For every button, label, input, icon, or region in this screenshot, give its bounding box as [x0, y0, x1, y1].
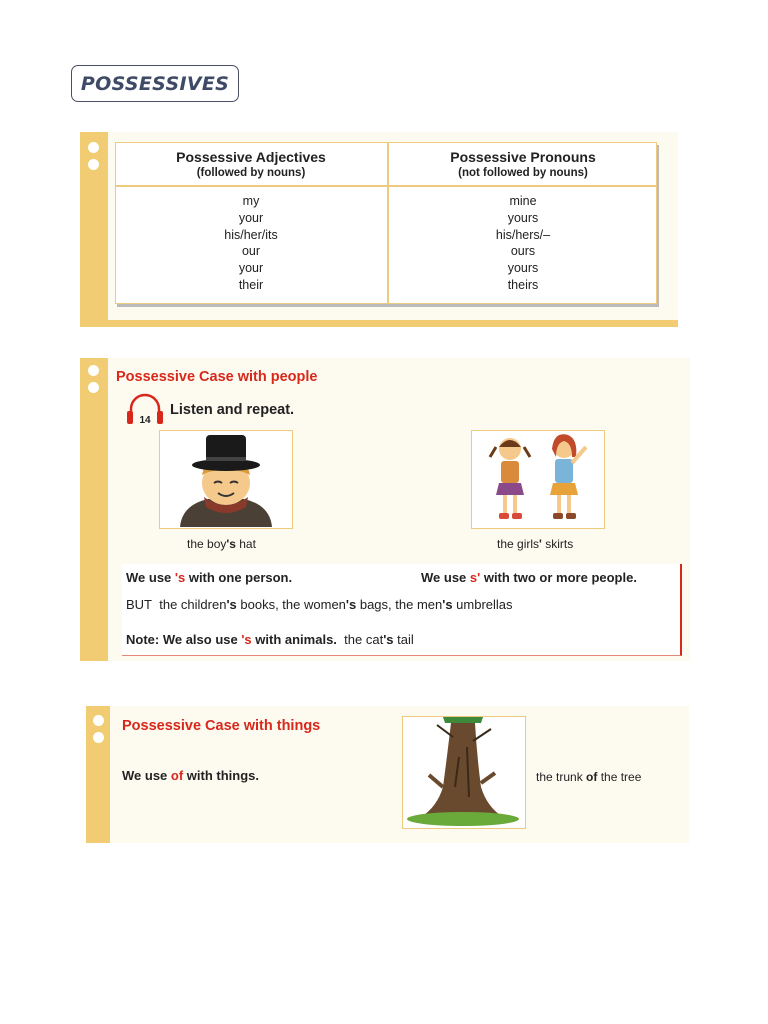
list-item: mine	[509, 194, 537, 208]
binder-hole	[88, 159, 99, 170]
page-title: POSSESSIVES	[80, 72, 230, 95]
adjectives-list	[116, 193, 386, 294]
boy-picture	[159, 430, 293, 529]
rule-one-person: We use 's with one person.	[126, 570, 293, 585]
list-item: their	[238, 277, 264, 292]
binder-hole	[88, 382, 99, 393]
binder-hole	[93, 732, 104, 743]
track-number: 14	[139, 415, 151, 426]
people-section-card	[80, 358, 690, 661]
pronouns-header: Possessive Pronouns (not followed by nouns)	[450, 149, 596, 179]
list-item: my	[242, 194, 260, 208]
list-item: your	[238, 210, 264, 225]
adjectives-header: Possessive Adjectives (followed by nouns)	[176, 149, 326, 179]
rule-things: We use of with things.	[122, 768, 259, 783]
binder-hole	[93, 715, 104, 726]
possessives-table-card	[80, 132, 678, 327]
card-bottom-strip	[80, 320, 678, 327]
girls-picture	[471, 430, 605, 529]
binder-spine	[86, 706, 110, 843]
girls-caption: the girls' skirts	[497, 537, 574, 551]
binder-hole	[88, 365, 99, 376]
binder-hole	[88, 142, 99, 153]
boy-caption: the boy's hat	[187, 537, 256, 551]
list-item: our	[241, 244, 261, 259]
tree-trunk-illustration	[403, 717, 524, 827]
things-section-title: Possessive Case with things	[122, 718, 321, 734]
list-item: yours	[507, 210, 539, 225]
list-item: ours	[510, 244, 536, 259]
pronouns-list	[388, 193, 658, 294]
two-girls-illustration	[472, 431, 603, 527]
tree-example: the trunk of the tree	[536, 770, 642, 784]
list-item: his/her/its	[224, 227, 278, 242]
list-item: yours	[507, 261, 539, 276]
page-title-box	[71, 65, 239, 102]
rule-two-or-more-people: We use s' with two or more people.	[421, 570, 637, 585]
note-animals: Note: We also use 's with animals. the cat's tail	[126, 632, 414, 647]
but-examples: BUT the children's books, the women's bags, the men's umbrellas	[126, 597, 513, 612]
tree-picture	[402, 716, 526, 829]
binder-spine	[80, 132, 108, 327]
possessives-table	[115, 142, 657, 304]
headphones-icon	[126, 392, 164, 426]
list-item: his/hers/–	[495, 227, 551, 242]
binder-spine	[80, 358, 108, 661]
list-item: your	[238, 261, 264, 276]
people-section-title: Possessive Case with people	[116, 369, 318, 385]
people-rules-box	[122, 564, 682, 656]
listen-instruction: Listen and repeat.	[170, 402, 295, 418]
boy-with-hat-illustration	[160, 431, 291, 527]
things-section-card	[86, 706, 689, 843]
list-item: theirs	[507, 277, 539, 292]
